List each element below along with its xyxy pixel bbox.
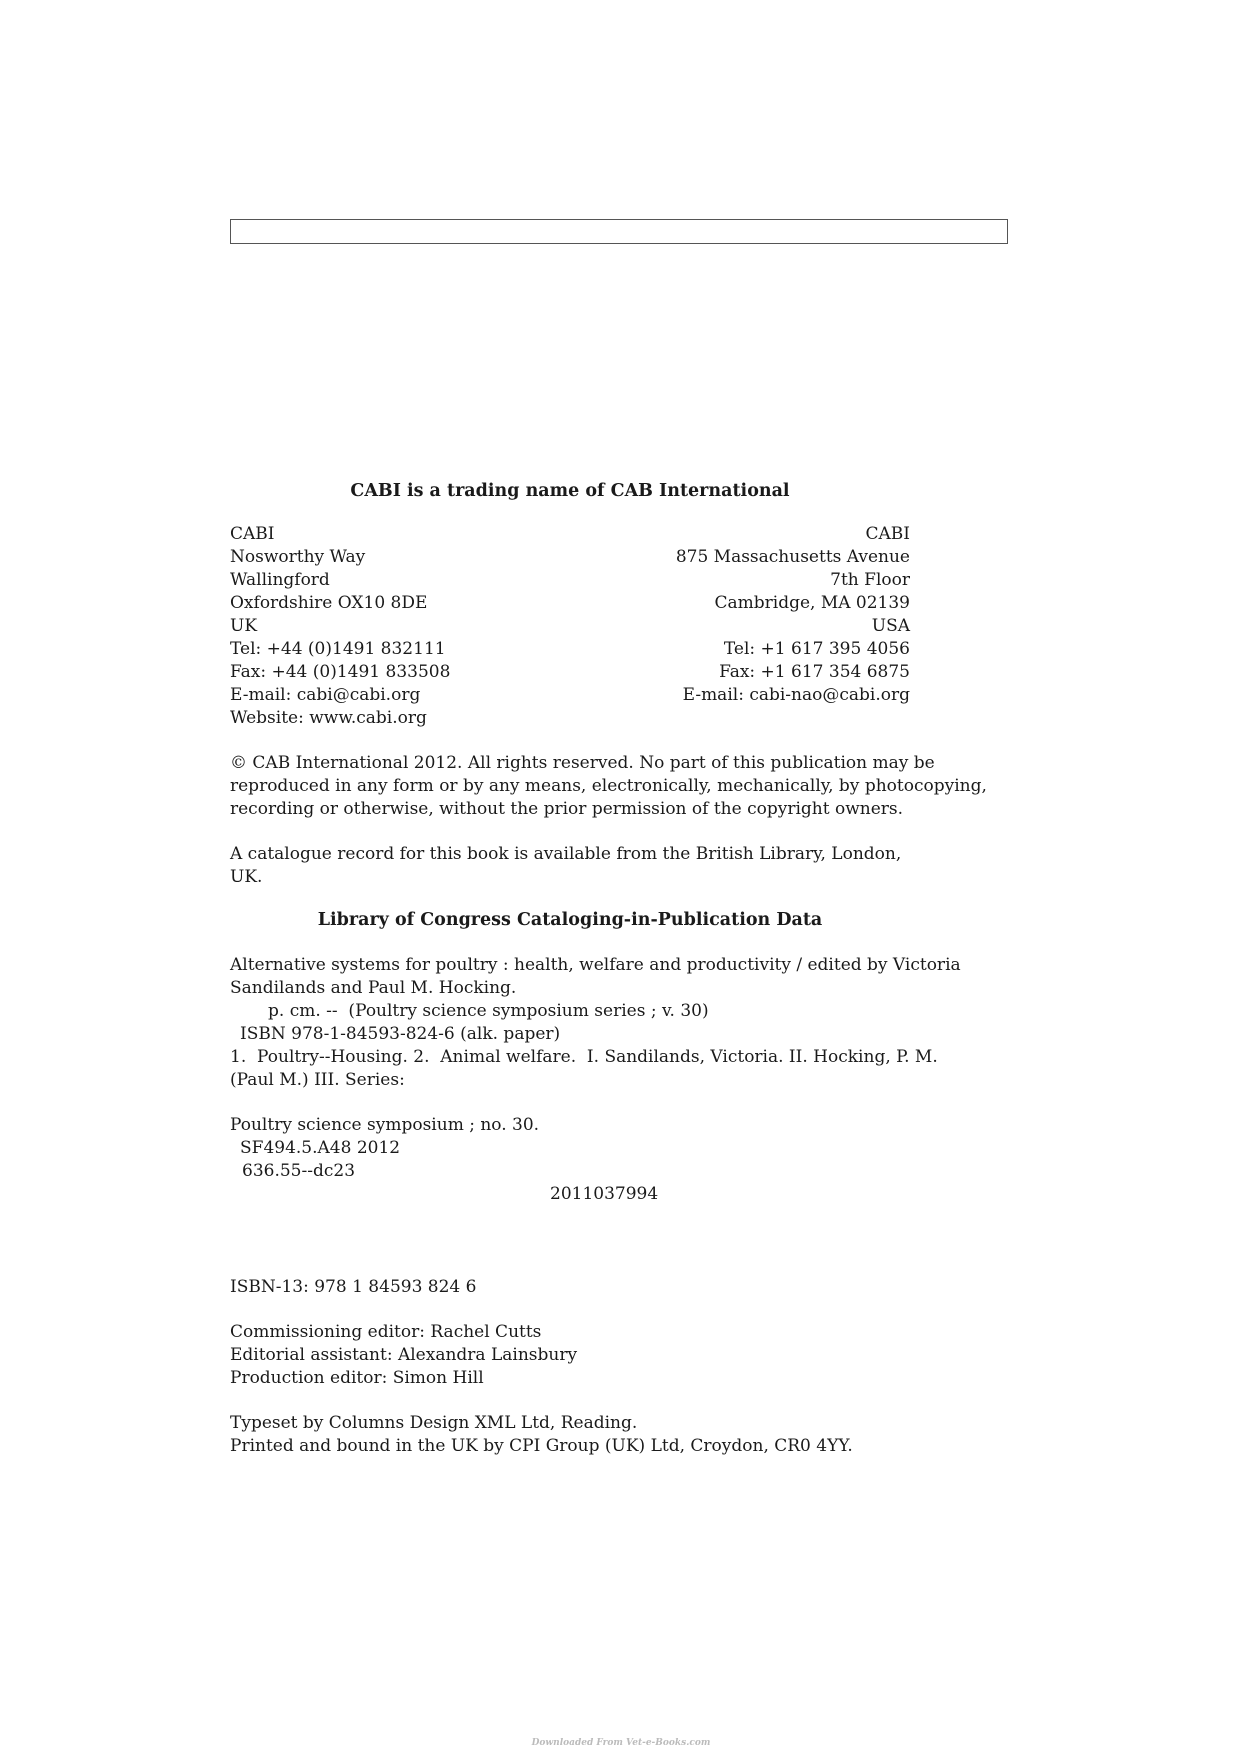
printing-block: [230, 1412, 910, 1458]
copyright-line: © CAB International 2012. All rights reserved. No part of this publication may be: [230, 753, 935, 773]
cip-dewey: 636.55--dc23: [242, 1161, 356, 1181]
loc-heading: Library of Congress Cataloging-in-Publication Data: [317, 910, 823, 930]
cip-line: Alternative systems for poultry : health, welfare and productivity / edited by Victoria: [230, 955, 961, 975]
copyright-notice: [230, 752, 987, 821]
copyright-line: reproduced in any form or by any means, electronically, mechanically, by photocopying,: [230, 776, 987, 796]
editorial-assistant: Editorial assistant: Alexandra Lainsbury: [230, 1345, 578, 1365]
address-uk-website: Website: www.cabi.org: [230, 708, 427, 728]
address-usa-line: 875 Massachusetts Avenue: [675, 547, 910, 567]
copyright-line: recording or otherwise, without the prior permission of the copyright owners.: [230, 799, 904, 819]
address-uk-line: UK: [230, 616, 258, 636]
isbn-13: ISBN-13: 978 1 84593 824 6: [230, 1277, 477, 1297]
cip-line: Sandilands and Paul M. Hocking.: [230, 978, 517, 998]
cip-series: [230, 1114, 910, 1206]
address-uk-line: Wallingford: [230, 570, 330, 590]
cip-line: (Paul M.) III. Series:: [230, 1070, 405, 1090]
address-uk-fax: Fax: +44 (0)1491 833508: [230, 662, 451, 682]
address-usa-line: USA: [871, 616, 910, 636]
address-usa-fax: Fax: +1 617 354 6875: [719, 662, 910, 682]
editors-block: [230, 1321, 910, 1390]
address-uk: [230, 523, 450, 730]
address-usa-line: 7th Floor: [830, 570, 910, 590]
catalogue-record: A catalogue record for this book is available from the British Library, London, UK.: [230, 844, 902, 887]
commissioning-editor: Commissioning editor: Rachel Cutts: [230, 1322, 542, 1342]
cip-classification: SF494.5.A48 2012: [240, 1138, 401, 1158]
address-block: [230, 523, 910, 730]
cip-series-line: Poultry science symposium ; no. 30.: [230, 1115, 540, 1135]
printed-line: Printed and bound in the UK by CPI Group (UK) Ltd, Croydon, CR0 4YY.: [230, 1436, 853, 1456]
imprint-page: [230, 480, 987, 1458]
address-uk-phone: Tel: +44 (0)1491 832111: [230, 639, 446, 659]
trading-name-heading: CABI is a trading name of CAB International: [350, 481, 790, 501]
cip-subject-line: 1. Poultry--Housing. 2. Animal welfare. I. Sandilands, Victoria. II. Hocking, P. M.: [230, 1047, 938, 1067]
address-usa: [676, 523, 910, 730]
address-uk-line: CABI: [230, 524, 275, 544]
production-editor: Production editor: Simon Hill: [230, 1368, 484, 1388]
address-usa-line: CABI: [865, 524, 910, 544]
address-usa-email: E-mail: cabi-nao@cabi.org: [682, 685, 910, 705]
address-usa-line: Cambridge, MA 02139: [714, 593, 910, 613]
cip-isbn-line: ISBN 978-1-84593-824-6 (alk. paper): [240, 1024, 561, 1044]
address-uk-line: Oxfordshire OX10 8DE: [230, 593, 428, 613]
address-uk-line: Nosworthy Way: [230, 547, 366, 567]
cip-line: p. cm. -- (Poultry science symposium series ; v. 30): [268, 1001, 709, 1021]
typeset-line: Typeset by Columns Design XML Ltd, Reading.: [230, 1413, 638, 1433]
download-watermark: Downloaded From Vet-e-Books.com: [531, 1738, 711, 1748]
address-uk-email: E-mail: cabi@cabi.org: [230, 685, 421, 705]
cip-data: [230, 954, 961, 1092]
address-usa-phone: Tel: +1 617 395 4056: [723, 639, 910, 659]
header-frame: [230, 219, 1008, 244]
cip-lccn: 2011037994: [550, 1184, 659, 1204]
